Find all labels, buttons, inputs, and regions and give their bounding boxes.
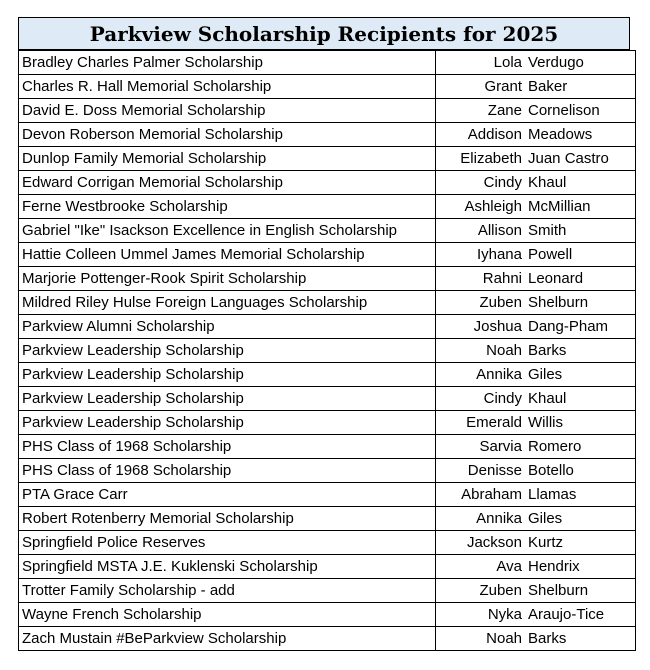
table-row [19, 411, 636, 435]
last-name: Verdugo [528, 54, 584, 71]
recipient-name [436, 555, 635, 578]
scholarship-cell[interactable]: Hattie Colleen Ummel James Memorial Scholarship [19, 243, 436, 267]
table-row [19, 51, 636, 75]
first-name: Zuben [479, 582, 522, 599]
recipient-cell[interactable] [436, 243, 636, 267]
table-row [19, 531, 636, 555]
last-name: Willis [528, 414, 563, 431]
recipient-cell[interactable] [436, 267, 636, 291]
first-name: Grant [484, 78, 522, 95]
scholarship-cell[interactable]: Devon Roberson Memorial Scholarship [19, 123, 436, 147]
first-name: Denisse [467, 462, 522, 479]
table-row [19, 171, 636, 195]
recipient-name [436, 579, 635, 602]
last-name: Llamas [528, 486, 577, 503]
last-name: Baker [528, 78, 568, 95]
recipient-name [436, 195, 635, 218]
scholarship-cell[interactable]: Gabriel "Ike" Isackson Excellence in English Scholarship [19, 219, 436, 243]
last-name: Giles [528, 366, 563, 383]
table-row [19, 459, 636, 483]
recipients-table [18, 50, 636, 651]
table-row [19, 75, 636, 99]
recipient-cell[interactable] [436, 483, 636, 507]
scholarship-cell[interactable]: Zach Mustain #BeParkview Scholarship [19, 627, 436, 651]
scholarship-cell[interactable]: Ferne Westbrooke Scholarship [19, 195, 436, 219]
scholarship-cell[interactable]: Wayne French Scholarship [19, 603, 436, 627]
first-name: Zuben [479, 294, 522, 311]
recipient-cell[interactable] [436, 387, 636, 411]
table-row [19, 195, 636, 219]
title-cell[interactable] [18, 17, 630, 50]
last-name: Dang-Pham [528, 318, 609, 335]
recipient-cell[interactable] [436, 315, 636, 339]
scholarship-cell[interactable]: Parkview Leadership Scholarship [19, 339, 436, 363]
recipient-cell[interactable] [436, 435, 636, 459]
last-name: Giles [528, 510, 563, 527]
first-name: Addison [467, 126, 522, 143]
table-row [19, 291, 636, 315]
table-row [19, 627, 636, 651]
recipient-cell[interactable] [436, 459, 636, 483]
last-name: McMillian [528, 198, 591, 215]
recipient-name [436, 123, 635, 146]
table-row [19, 339, 636, 363]
recipient-name [436, 219, 635, 242]
recipient-cell[interactable] [436, 147, 636, 171]
scholarship-cell[interactable]: David E. Doss Memorial Scholarship [19, 99, 436, 123]
first-name: Ava [496, 558, 522, 575]
spreadsheet [18, 17, 630, 651]
recipient-name [436, 315, 635, 338]
recipient-name [436, 339, 635, 362]
last-name: Khaul [528, 174, 567, 191]
recipient-cell[interactable] [436, 51, 636, 75]
first-name: Cindy [483, 174, 522, 191]
recipient-cell[interactable] [436, 363, 636, 387]
table-row [19, 123, 636, 147]
table-row [19, 243, 636, 267]
recipient-name [436, 267, 635, 290]
scholarship-cell[interactable]: Trotter Family Scholarship - add [19, 579, 436, 603]
table-row [19, 435, 636, 459]
table-row [19, 219, 636, 243]
table-row [19, 387, 636, 411]
scholarship-cell[interactable]: Dunlop Family Memorial Scholarship [19, 147, 436, 171]
scholarship-cell[interactable]: Bradley Charles Palmer Scholarship [19, 51, 436, 75]
recipient-name [436, 435, 635, 458]
recipient-name [436, 387, 635, 410]
last-name: Romero [528, 438, 582, 455]
first-name: Sarvia [479, 438, 522, 455]
page-title: Parkview Scholarship Recipients for 2025 [89, 21, 559, 46]
recipient-name [436, 171, 635, 194]
scholarship-cell[interactable]: PHS Class of 1968 Scholarship [19, 435, 436, 459]
last-name: Barks [528, 342, 567, 359]
last-name: Meadows [528, 126, 593, 143]
recipient-cell[interactable] [436, 627, 636, 651]
recipient-name [436, 627, 635, 650]
first-name: Annika [476, 510, 522, 527]
recipient-name [436, 51, 635, 74]
last-name: Shelburn [528, 582, 589, 599]
first-name: Allison [477, 222, 522, 239]
recipient-name [436, 483, 635, 506]
table-row [19, 483, 636, 507]
table-row [19, 315, 636, 339]
last-name: Araujo-Tice [528, 606, 605, 623]
first-name: Cindy [483, 390, 522, 407]
table-row [19, 603, 636, 627]
last-name: Cornelison [528, 102, 600, 119]
recipient-name [436, 75, 635, 98]
scholarship-cell[interactable]: Robert Rotenberry Memorial Scholarship [19, 507, 436, 531]
recipient-cell[interactable] [436, 171, 636, 195]
recipient-name [436, 603, 635, 626]
table-row [19, 267, 636, 291]
last-name: Barks [528, 630, 567, 647]
first-name: Lola [493, 54, 522, 71]
recipient-cell[interactable] [436, 411, 636, 435]
scholarship-cell[interactable]: Mildred Riley Hulse Foreign Languages Scholarship [19, 291, 436, 315]
scholarship-cell[interactable]: Charles R. Hall Memorial Scholarship [19, 75, 436, 99]
first-name: Rahni [482, 270, 522, 287]
recipient-name [436, 363, 635, 386]
last-name: Khaul [528, 390, 567, 407]
last-name: Juan Castro [528, 150, 609, 167]
recipient-cell[interactable] [436, 291, 636, 315]
recipient-cell[interactable] [436, 99, 636, 123]
recipient-name [436, 291, 635, 314]
first-name: Elizabeth [460, 150, 522, 167]
recipient-cell[interactable] [436, 555, 636, 579]
first-name: Zane [487, 102, 522, 119]
recipient-cell[interactable] [436, 195, 636, 219]
first-name: Nyka [487, 606, 522, 623]
scholarship-cell[interactable]: Parkview Leadership Scholarship [19, 363, 436, 387]
table-row [19, 147, 636, 171]
table-row [19, 99, 636, 123]
first-name: Abraham [461, 486, 522, 503]
last-name: Kurtz [528, 534, 564, 551]
scholarship-cell[interactable]: Springfield Police Reserves [19, 531, 436, 555]
scholarship-cell[interactable]: Springfield MSTA J.E. Kuklenski Scholarship [19, 555, 436, 579]
first-name: Joshua [473, 318, 522, 335]
recipient-cell[interactable] [436, 123, 636, 147]
scholarship-cell[interactable]: PTA Grace Carr [19, 483, 436, 507]
recipient-cell[interactable] [436, 579, 636, 603]
scholarship-cell[interactable]: Parkview Leadership Scholarship [19, 387, 436, 411]
scholarship-cell[interactable]: Parkview Alumni Scholarship [19, 315, 436, 339]
recipient-cell[interactable] [436, 75, 636, 99]
recipient-name [436, 99, 635, 122]
table-row [19, 363, 636, 387]
table-row [19, 555, 636, 579]
recipient-cell[interactable] [436, 507, 636, 531]
last-name: Botello [528, 462, 574, 479]
first-name: Noah [486, 630, 522, 647]
recipient-cell[interactable] [436, 219, 636, 243]
last-name: Leonard [528, 270, 584, 287]
table-row [19, 507, 636, 531]
scholarship-cell[interactable]: Marjorie Pottenger-Rook Spirit Scholarship [19, 267, 436, 291]
last-name: Hendrix [528, 558, 580, 575]
table-body [19, 51, 636, 651]
first-name: Emerald [466, 414, 522, 431]
first-name: Jackson [466, 534, 522, 551]
recipient-name [436, 243, 635, 266]
recipient-name [436, 411, 635, 434]
scholarship-cell[interactable]: Edward Corrigan Memorial Scholarship [19, 171, 436, 195]
first-name: Ashleigh [464, 198, 522, 215]
table-row [19, 579, 636, 603]
last-name: Shelburn [528, 294, 589, 311]
first-name: Iyhana [476, 246, 522, 263]
last-name: Powell [528, 246, 573, 263]
recipient-name [436, 459, 635, 482]
first-name: Annika [476, 366, 522, 383]
recipient-cell[interactable] [436, 531, 636, 555]
recipient-name [436, 531, 635, 554]
recipient-cell[interactable] [436, 339, 636, 363]
scholarship-cell[interactable]: PHS Class of 1968 Scholarship [19, 459, 436, 483]
recipient-cell[interactable] [436, 603, 636, 627]
last-name: Smith [528, 222, 567, 239]
scholarship-cell[interactable]: Parkview Leadership Scholarship [19, 411, 436, 435]
recipient-name [436, 147, 635, 170]
first-name: Noah [486, 342, 522, 359]
recipient-name [436, 507, 635, 530]
